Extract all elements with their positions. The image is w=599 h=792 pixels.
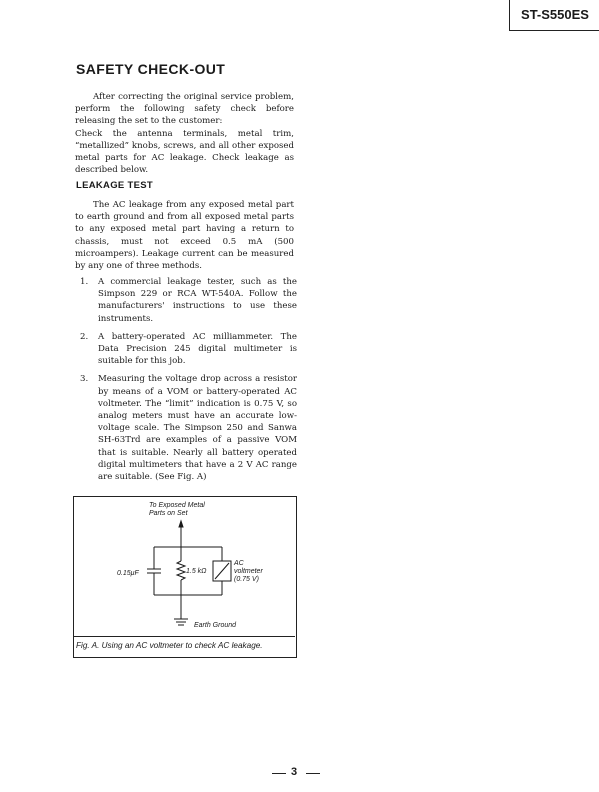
- list-item: [75, 331, 297, 368]
- list-item-number: 3.: [80, 374, 89, 385]
- resistor-zigzag-icon: [177, 561, 185, 580]
- meter-label-line2: voltmeter: [234, 568, 263, 575]
- list-item-number: 2.: [80, 331, 89, 342]
- leakage-text: The AC leakage from any exposed metal part to earth ground and from all exposed metal parts to any exposed metal part having a return to chassis, must not exceed 0.5 mA (500 microampers). Leakage current can be measured by any one of three methods.: [75, 200, 294, 272]
- list-item-text: A commercial leakage tester, such as the Simpson 229 or RCA WT-540A. Follow the manufacturers' instructions to use these instruments.: [98, 277, 297, 324]
- figure-caption: Fig. A. Using an AC voltmeter to check AC leakage.: [76, 641, 263, 650]
- model-number-tag: ST-S550ES: [509, 0, 599, 31]
- list-item: [75, 276, 297, 325]
- meter-label-line1: AC: [234, 560, 244, 567]
- circuit-diagram: [74, 497, 296, 637]
- capacitor-label: 0.15μF: [117, 570, 139, 577]
- leakage-test-heading: LEAKAGE TEST: [76, 180, 153, 191]
- ground-label: Earth Ground: [194, 622, 237, 629]
- page-number-dash-right: [306, 773, 320, 774]
- figure-caption-box: [73, 636, 295, 658]
- page-number: 3: [291, 766, 298, 778]
- meter-label-line3: (0.75 V): [234, 576, 259, 583]
- list-item-text: A battery-operated AC milliammeter. The Data Precision 245 digital multimeter is suitable for this job.: [98, 331, 297, 367]
- probe-arrow-icon: [179, 521, 183, 527]
- page-title: SAFETY CHECK-OUT: [76, 61, 226, 77]
- list-item-text: Measuring the voltage drop across a resistor by means of a VOM or battery-operated AC voltmeter. The “limit” indication is 0.75 V, so analog meters must have an accurate low-voltage scale. The Simpson 250 and Sanwa SH-63Trd are examples of a passive VOM that is suitable. Nearly all battery operated digital multimeters that have a 2 V AC range are suitable. (See Fig. A): [98, 374, 297, 483]
- intro-continuation: Check the antenna terminals, metal trim, “metallized” knobs, screws, and all other exposed metal parts for AC leakage. Check leakage as described below.: [75, 128, 294, 176]
- intro-paragraph: [75, 91, 294, 176]
- voltmeter-needle: [215, 563, 229, 579]
- top-label-line2: Parts on Set: [149, 510, 188, 517]
- leakage-paragraph: [75, 199, 294, 272]
- page-number-dash-left: [272, 773, 286, 774]
- intro-text: After correcting the original service problem, perform the following safety check before releasing the set to the customer:: [75, 92, 294, 127]
- resistor-label: 1.5 kΩ: [186, 568, 207, 575]
- top-label-line1: To Exposed Metal: [149, 502, 205, 509]
- list-item: [75, 373, 297, 483]
- figure-a-circuit: [73, 496, 297, 658]
- list-item-number: 1.: [80, 277, 89, 287]
- methods-list: [75, 276, 297, 489]
